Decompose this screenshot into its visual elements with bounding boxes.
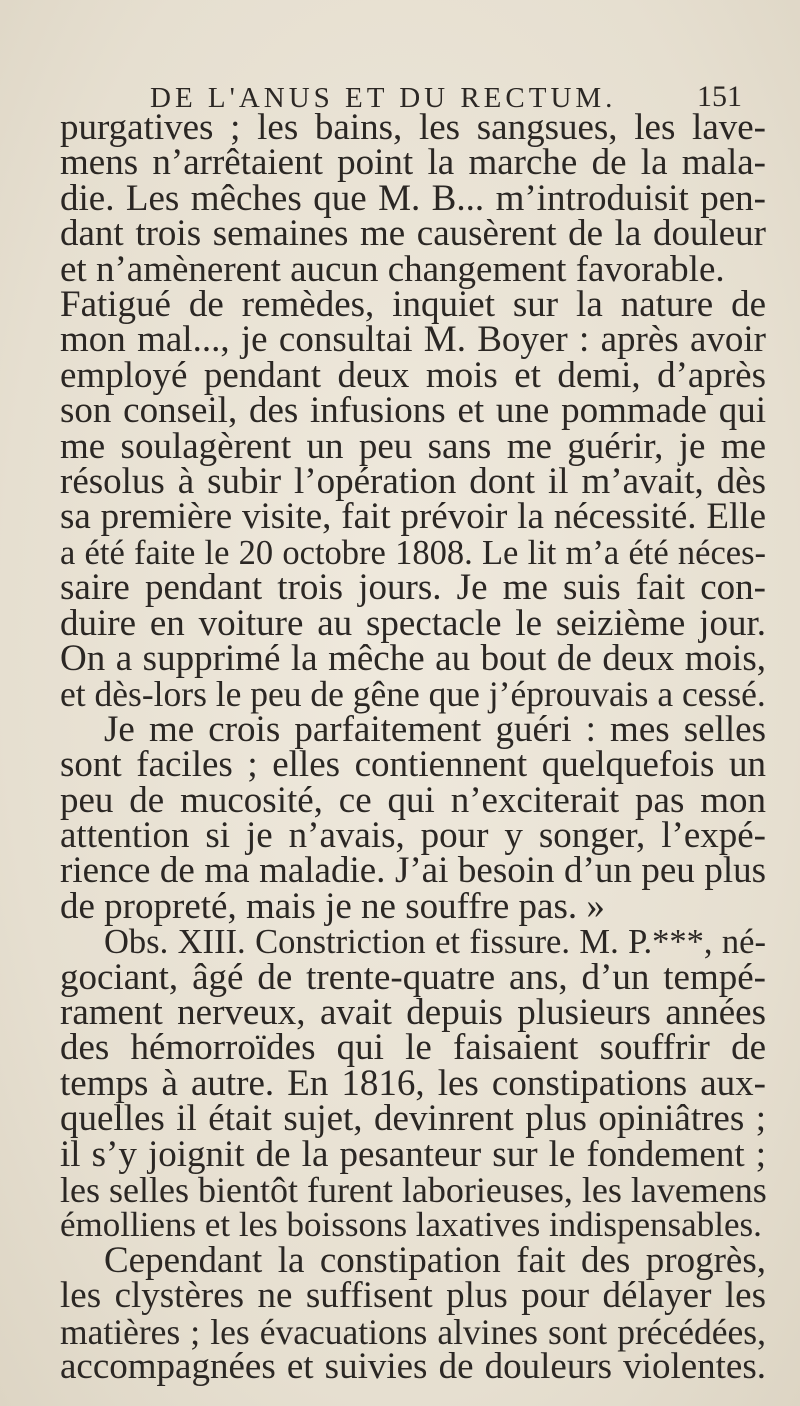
running-head: DE L'ANUS ET DU RECTUM. — [150, 82, 617, 114]
page-number: 151 — [697, 80, 742, 113]
text-line: Cependant la constipation fait des progrès, — [104, 1239, 766, 1281]
text-line: me soulagèrent un peu sans me guérir, je me — [60, 425, 766, 467]
text-line: purgatives ; les bains, les sangsues, les lave- — [60, 107, 766, 148]
text-line: Fatigué de remèdes, inquiet sur la nature de — [60, 284, 766, 325]
text-line: temps à autre. En 1816, les constipations aux- — [60, 1062, 766, 1104]
text-line: a été faite le 20 octobre 1808. Le lit m’a été néces- — [60, 533, 766, 572]
text-line: Obs. XIII. Constriction et fissure. M. P.***, né- — [104, 923, 766, 962]
text-line: les selles bientôt furent laborieuses, les lavemens — [60, 1170, 767, 1210]
text-line: peu de mucosité, ce qui n’exciterait pas mon — [60, 779, 766, 821]
text-line: gociant, âgé de trente-quatre ans, d’un tempé- — [60, 956, 766, 998]
text-line: matières ; les évacuations alvines sont précédées, — [60, 1311, 766, 1352]
text-line: quelles il était sujet, devinrent plus opiniâtres ; — [60, 1098, 766, 1140]
text-line: mens n’arrêtaient point la marche de la mala- — [60, 142, 766, 184]
text-line: rament nerveux, avait depuis plusieurs années — [60, 992, 766, 1033]
text-line: émolliens et les boissons laxatives indispensables. — [60, 1205, 762, 1245]
text-line: sont faciles ; elles contiennent quelquefois un — [60, 744, 766, 786]
text-line: et n’amènerent aucun changement favorable. — [60, 248, 725, 290]
text-line: Je me crois parfaitement guéri : mes selles — [104, 708, 766, 750]
text-line: et dès-lors le peu de gêne que j’éprouvais a cessé. — [60, 674, 766, 715]
text-line: mon mal..., je consultai M. Boyer : après avoir — [60, 319, 766, 361]
text-line: duire en voiture au spectacle le seizième jour. — [60, 602, 766, 644]
text-line: des hémorroïdes qui le faisaient souffrir de — [60, 1027, 766, 1069]
text-line: employé pendant deux mois et demi, d’après — [60, 354, 766, 396]
text-line: rience de ma maladie. J’ai besoin d’un peu plus — [60, 850, 766, 892]
text-line: sa première visite, fait prévoir la nécessité. Elle — [60, 496, 766, 538]
text-line: On a supprimé la mêche au bout de deux mois, — [60, 638, 766, 679]
text-line: attention si je n’avais, pour y songer, l’expé- — [60, 815, 766, 856]
text-line: résolus à subir l’opération dont il m’avait, dès — [60, 461, 766, 502]
text-line: de propreté, mais je ne souffre pas. » — [60, 885, 605, 927]
text-line: die. Les mêches que M. B... m’introduisit pen- — [60, 177, 766, 219]
text-line: saire pendant trois jours. Je me suis fait con- — [60, 567, 766, 609]
text-line: dant trois semaines me causèrent de la douleur — [60, 213, 766, 255]
text-line: son conseil, des infusions et une pommade qui — [60, 390, 766, 432]
text-line: les clystères ne suffisent plus pour délayer les — [60, 1275, 766, 1317]
text-line: accompagnées et suivies de douleurs violentes. — [60, 1346, 766, 1387]
text-line: il s’y joignit de la pesanteur sur le fondement ; — [60, 1133, 766, 1175]
